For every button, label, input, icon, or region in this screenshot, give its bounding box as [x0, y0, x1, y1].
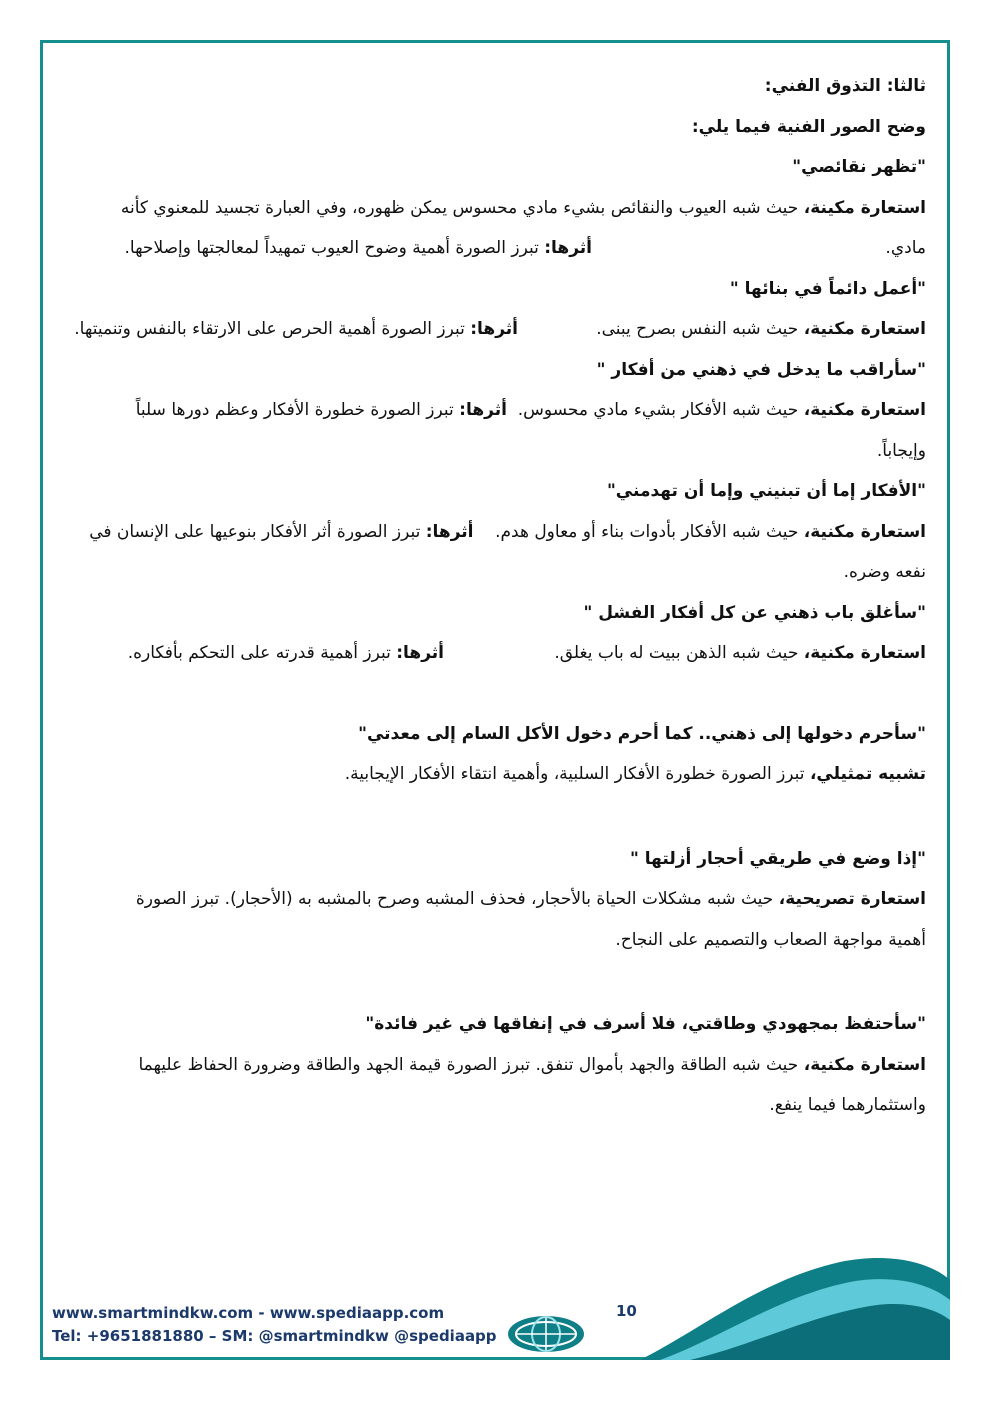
explanation-8: استعارة مكنية، حيث شبه الطاقة والجهد بأموال تنفق. تبرز الصورة قيمة الجهد والطاقة وضرورة الحفاظ عليهما — [138, 1054, 926, 1075]
explanation-2: استعارة مكنية، حيث شبه النفس بصرح يبنى. أثرها: تبرز الصورة أهمية الحرص على الارتقاء بالنفس وتنميتها. — [74, 319, 926, 339]
quote-5: "سأغلق باب ذهني عن كل أفكار الفشل " — [583, 602, 926, 623]
explanation-4: استعارة مكنية، حيث شبه الأفكار بأدوات بناء أو معاول هدم. أثرها: تبرز الصورة أثر الأفكار بنوعيها على الإنسان في — [89, 521, 926, 542]
explanation-5: استعارة مكنية، حيث شبه الذهن ببيت له باب يغلق. أثرها: تبرز أهمية قدرته على التحكم بأفكاره. — [127, 643, 926, 663]
section-title: ثالثا: التذوق الفني: — [764, 76, 926, 96]
quote-7: "إذا وضع في طريقي أحجار أزلتها " — [630, 848, 926, 869]
document-body — [58, 66, 926, 1126]
page-number: 10 — [616, 1302, 637, 1320]
footer-phone-social: Tel: +9651881880 – SM: @smartmindkw @spediaapp — [52, 1327, 497, 1345]
quote-6: "سأحرم دخولها إلى ذهني.. كما أحرم دخول الأكل السام إلى معدتي" — [358, 723, 926, 744]
explanation-1-cont: مادي. أثرها: تبرز الصورة أهمية وضوح العيوب تمهيداً لمعالجتها وإصلاحها. — [124, 238, 926, 258]
explanation-1: استعارة مكينة، حيث شبه العيوب والنقائص بشيء مادي محسوس يمكن ظهوره، وفي العبارة تجسيد للمعنوي كأنه — [120, 197, 926, 218]
explanation-3: استعارة مكنية، حيث شبه الأفكار بشيء مادي محسوس. أثرها: تبرز الصورة خطورة الأفكار وعظم دورها سلباً — [135, 400, 926, 420]
explanation-6: تشبيه تمثيلي، تبرز الصورة خطورة الأفكار السلبية، وأهمية انتقاء الأفكار الإيجابية. — [344, 764, 926, 784]
explanation-4-cont: نفعه وضره. — [843, 562, 926, 582]
explanation-7: استعارة تصريحية، حيث شبه مشكلات الحياة بالأحجار، فحذف المشبه وصرح بالمشبه به (الأحجار). تبرز الصورة — [135, 889, 926, 909]
explanation-3-cont: وإيجاباً. — [876, 440, 926, 461]
quote-3: "سأراقب ما يدخل في ذهني من أفكار " — [596, 359, 926, 380]
quote-2: "أعمل دائماً في بنائها " — [729, 278, 926, 299]
explanation-7-cont: أهمية مواجهة الصعاب والتصميم على النجاح. — [615, 929, 926, 950]
quote-4: "الأفكار إما أن تبنيني وإما أن تهدمني" — [606, 481, 926, 501]
footer-contact — [52, 1302, 612, 1348]
quote-8: "سأحتفظ بمجهودي وطاقتي، فلا أسرف في إنفاقها في غير فائدة" — [365, 1014, 926, 1034]
quote-1: "تظهر نقائصي" — [792, 157, 926, 177]
footer-websites[interactable]: www.smartmindkw.com - www.spediaapp.com — [52, 1304, 445, 1322]
explanation-8-cont: واستثمارهما فيما ينفع. — [769, 1095, 926, 1115]
instruction: وضح الصور الفنية فيما يلي: — [691, 116, 926, 137]
